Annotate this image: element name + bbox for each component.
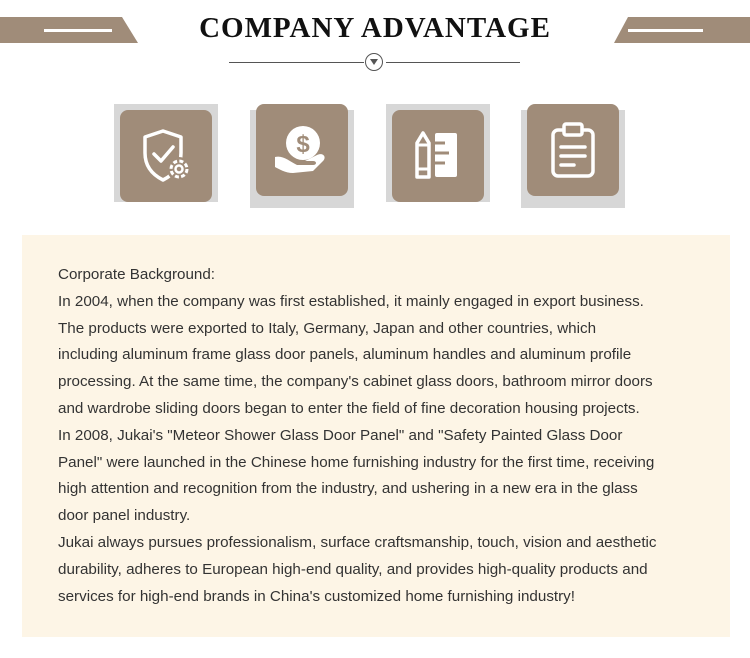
text-line: Corporate Background:	[58, 266, 216, 283]
tile-face[interactable]	[120, 110, 212, 202]
text-line: including aluminum frame glass door panels, aluminum handles and aluminum profile	[58, 346, 632, 364]
pencil-ruler-icon	[405, 123, 471, 189]
tile-face[interactable]	[527, 104, 619, 196]
advantage-tile-quality	[114, 104, 218, 208]
advantage-tile-price	[250, 104, 354, 208]
text-line: durability, adheres to European high-end quality, and provides high-quality products and	[58, 560, 648, 578]
title-divider-right	[386, 62, 520, 63]
title-divider-left	[229, 62, 364, 63]
clipboard-icon	[540, 117, 606, 183]
corporate-background-text	[58, 262, 718, 610]
text-line: processing. At the same time, the company's cabinet glass doors, bathroom mirror doors	[58, 373, 653, 391]
section-title: COMPANY ADVANTAGE	[199, 12, 551, 44]
text-line: services for high-end brands in China's customized home furnishing industry!	[58, 587, 575, 605]
text-line: In 2008, Jukai's "Meteor Shower Glass Door Panel" and "Safety Painted Glass Door	[58, 426, 623, 444]
text-line: Jukai always pursues professionalism, surface craftsmanship, touch, vision and aesthetic	[58, 533, 657, 551]
text-line: high attention and recognition from the industry, and ushering in a new era in the glass	[58, 480, 638, 498]
chevron-down-icon[interactable]	[365, 53, 383, 71]
text-line: door panel industry.	[58, 507, 191, 525]
shield-check-gear-icon	[133, 123, 199, 189]
text-line: Panel" were launched in the Chinese home furnishing industry for the first time, receiving	[58, 453, 655, 471]
svg-text:$: $	[296, 131, 310, 158]
text-line: In 2004, when the company was first established, it mainly engaged in export business.	[58, 292, 644, 310]
text-line: The products were exported to Italy, Germany, Japan and other countries, which	[58, 319, 597, 337]
tile-face[interactable]	[256, 104, 348, 196]
text-line: and wardrobe sliding doors began to enter the field of fine decoration housing projects.	[58, 399, 640, 417]
hand-dollar-icon	[269, 117, 335, 183]
tile-face[interactable]	[392, 110, 484, 202]
advantage-tile-design	[386, 104, 490, 208]
advantage-tile-service	[521, 104, 625, 208]
